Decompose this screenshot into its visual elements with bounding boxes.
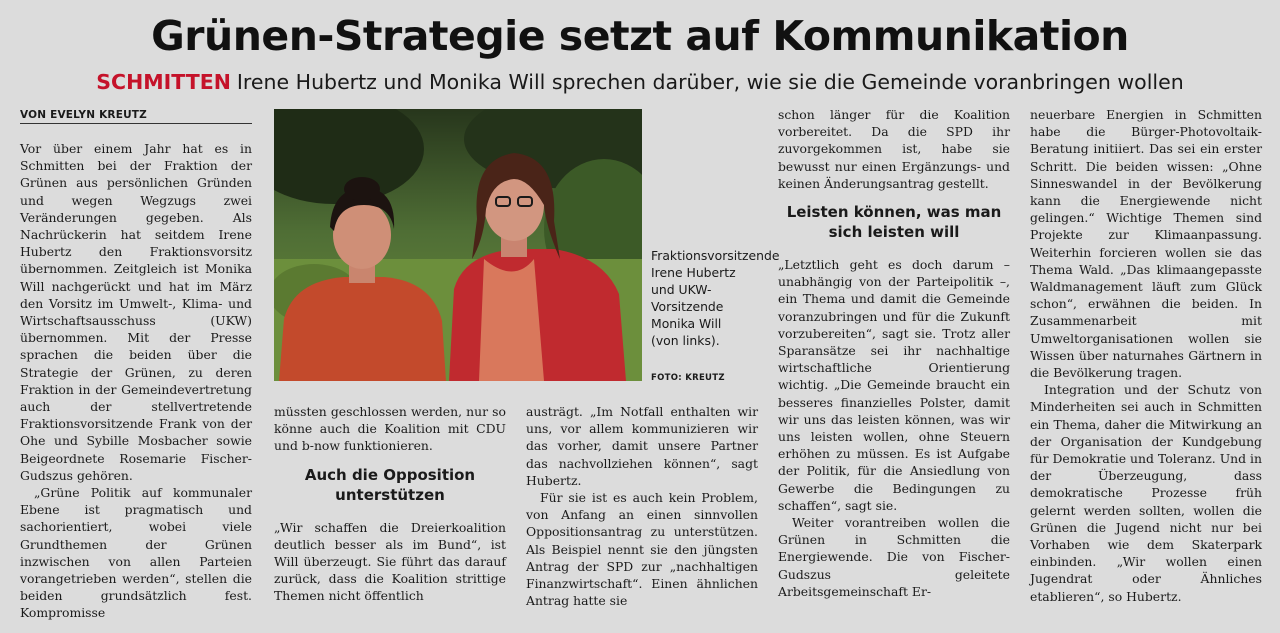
article-column-3 (526, 403, 758, 609)
photo-caption: Fraktionsvorsitzende Irene Hubertz und UKW-Vorsitzende Monika Will (von links). (651, 248, 780, 348)
paragraph: müssten geschlossen werden, nur so könne auch die Koalition mit CDU und b-now funktionieren. (274, 404, 506, 454)
article-column-4 (778, 106, 1010, 600)
paragraph: Vor über einem Jahr hat es in Schmitten bei der Fraktion der Grünen aus persönlichen Gründen und wegen Wegzugs zwei Veränderungen gegeben. Als Nachrückerin hat seitdem Irene Hubertz den Fraktionsvorsitz übernommen. Zeitgleich ist Monika Will nachgerückt und hat im März den Vorsitz im Umwelt-, Klima- und Wirtschaftsausschuss (UKW) übernommen. Mit der Presse sprachen die beiden über die Strategie der Grünen, zu deren Fraktion in der Gemeindevertretung auch der stellvertretende Fraktionsvorsitzende Frank von der Ohe und Sybille Mosbacher sowie Beigeordnete Rosemarie Fischer-Gudszus gehören. (20, 141, 252, 483)
paragraph: Für sie ist es auch kein Problem, von Anfang an einen sinnvollen Oppositionsantrag zu unterstützen. Als Beispiel nennt sie den jüngsten Antrag der SPD zur „nachhaltigen Finanzwirtschaft“. Einen ähnlichen Antrag hatte sie (526, 490, 758, 609)
paragraph: Weiter vorantreiben wollen die Grünen in Schmitten die Energiewende. Die von Fischer-Gudszus geleitete Arbeitsgemeinschaft Er- (778, 515, 1010, 599)
photo-illustration (274, 109, 642, 381)
paragraph: „Wir schaffen die Dreierkoalition deutlich besser als im Bund“, ist Will überzeugt. Sie führt das darauf zurück, dass die Koalition strittige Themen nicht öffentlich (274, 519, 506, 604)
article-column-5 (1030, 106, 1262, 605)
section-subhead: Leisten können, was man sich leisten will (786, 203, 1002, 242)
paragraph: schon länger für die Koalition vorbereitet. Da die SPD ihr zuvorgekommen ist, habe sie bewusst nur einen Ergänzungs- und keinen Änderungsantrag gestellt. (778, 107, 1010, 191)
paragraph: neuerbare Energien in Schmitten habe die Bürger-Photovoltaik-Beratung initiiert. Das sei ein erster Schritt. Die beiden wissen: „Ohne Sinneswandel in der Bevölkerung kann die Energiewende nicht gelingen.“ Wichtige Themen sind Projekte zur Klimaanpassung. Weiterhin forcieren wollen sie das Thema Wald. „Das klimaangepasste Waldmanagement läuft zum Glück schon“, erwähnen die beiden. In Zusammenarbeit mit Umweltorganisationen wollen sie Wissen über naturnahes Gärtnern in die Bevölkerung tragen. (1030, 107, 1262, 381)
paragraph: Integration und der Schutz von Minderheiten sei auch in Schmitten ein Thema, daher die Mitwirkung an der Organisation der Kundgebung für Demokratie und Toleranz. Und in der Überzeugung, dass demokratische Prozesse früh gelernt werden sollten, wollen die Grünen die Jugend nicht nur bei Vorhaben wie dem Skaterpark einbinden. „Wir wollen einen Jugendrat oder Ähnliches etablieren“, so Hubertz. (1030, 382, 1262, 604)
subheadline-text: Irene Hubertz und Monika Will sprechen darüber, wie sie die Gemeinde voranbringen wollen (236, 70, 1184, 94)
article-column-2 (274, 403, 506, 605)
photo-credit: FOTO: KREUTZ (651, 373, 725, 383)
paragraph: „Letztlich geht es doch darum – unabhängig von der Parteipolitik –, ein Thema und damit die Gemeinde voranzubringen und für die Zukunft vorzubereiten“, sagt sie. Trotz aller Sparansätze sei ihr nachhaltige wirtschaftliche Orientierung wichtig. „Die Gemeinde braucht ein besseres finanzielles Polster, damit wir uns das leisten können, was wir uns leisten wollen, ohne Steuern erhöhen zu müssen. Es ist Aufgabe der Politik, für die Ansiedlung von Gewerbe die Bedingungen zu schaffen“, sagt sie. (778, 257, 1010, 513)
paragraph: austrägt. „Im Notfall enthalten wir uns, vor allem kommunizieren wir das vorher, damit unsere Partner das nachvollziehen können“, sagt Hubertz. (526, 404, 758, 488)
byline: VON EVELYN KREUTZ (20, 109, 252, 124)
section-subhead: Auch die Opposition unterstützen (304, 465, 476, 504)
article-photo (274, 109, 642, 381)
kicker-location: SCHMITTEN (96, 70, 231, 94)
subheadline (0, 70, 1280, 94)
article-column-1 (20, 140, 252, 622)
paragraph: „Grüne Politik auf kommunaler Ebene ist pragmatisch und sachorientiert, wobei viele Grundthemen der Grünen inzwischen von allen Parteien vorangetrieben werden“, stellen die beiden grundsätzlich fest. Kompromisse (20, 485, 252, 621)
headline: Grünen-Strategie setzt auf Kommunikation (151, 12, 1129, 60)
